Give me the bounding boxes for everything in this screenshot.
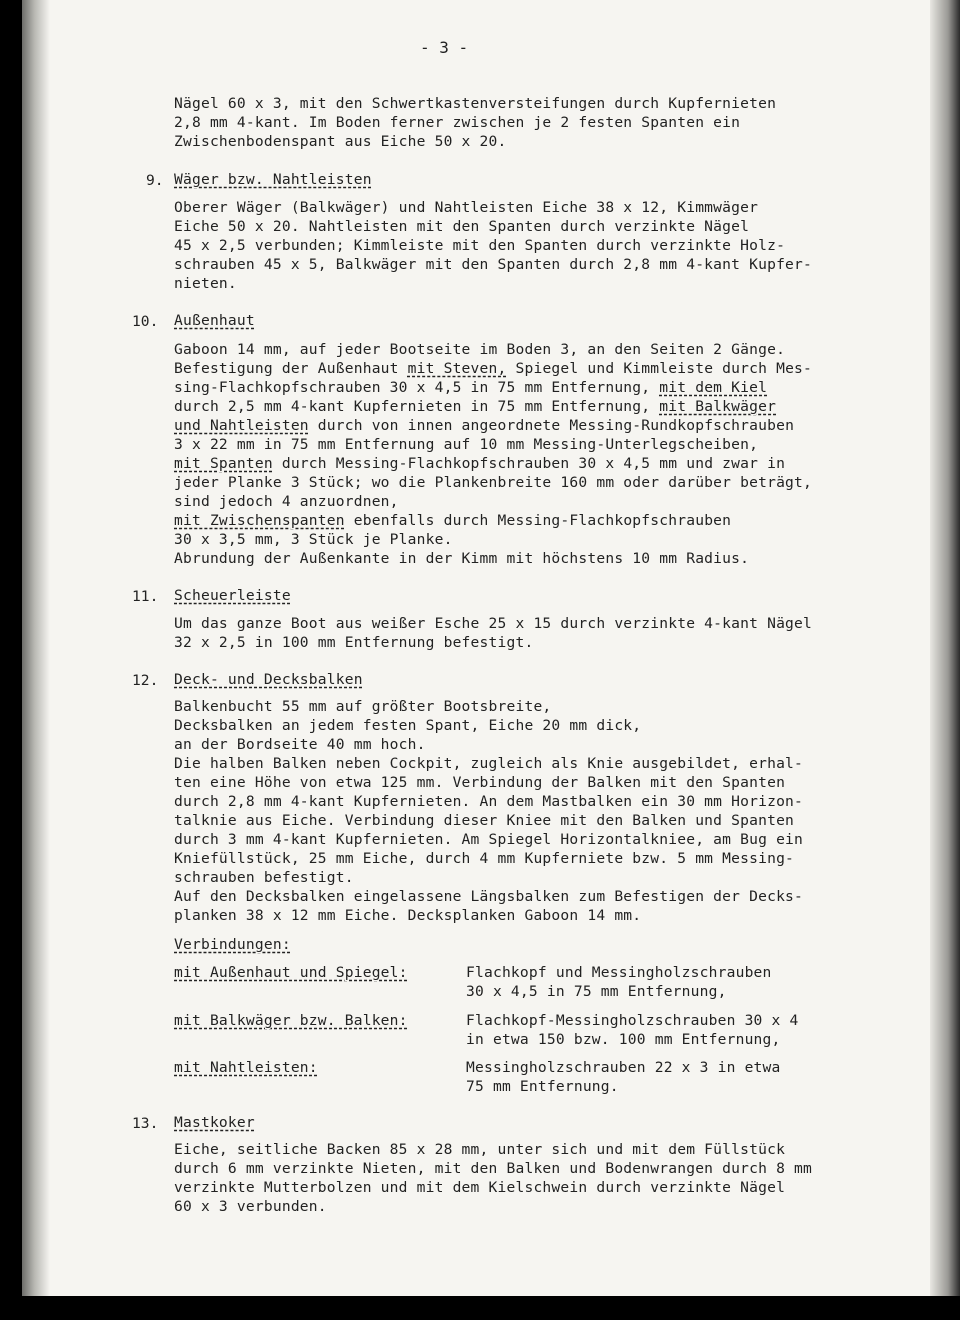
binding-shadow	[22, 0, 50, 1298]
connections-label: Verbindungen:	[174, 936, 291, 953]
intro-line: Zwischenbodenspant aus Eiche 50 x 20.	[174, 133, 507, 150]
connection-detail: Flachkopf-Messingholzschrauben 30 x 4	[466, 1012, 799, 1029]
underlined-term: mit Zwischenspanten	[174, 512, 345, 529]
paragraph-line	[174, 397, 776, 416]
connection-detail: Messingholzschrauben 22 x 3 in etwa	[466, 1059, 781, 1076]
underlined-term: mit Spanten	[174, 455, 273, 472]
section-heading: Deck- und Decksbalken	[174, 671, 363, 688]
section-heading: Scheuerleiste	[174, 587, 291, 604]
underlined-term: mit Steven,	[407, 360, 507, 377]
section-heading: Wäger bzw. Nahtleisten	[174, 171, 372, 188]
connection-label: mit Außenhaut und Spiegel:	[174, 964, 408, 981]
paragraph-line: sind jedoch 4 anzuordnen,	[174, 493, 399, 510]
paragraph-line: durch 6 mm verzinkte Nieten, mit den Balken und Bodenwrangen durch 8 mm	[174, 1160, 813, 1177]
paragraph-line: durch 3 mm 4-kant Kupfernieten. Am Spiegel Horizontalkniee, am Bug ein	[174, 831, 804, 848]
scan-bottom-edge	[0, 1296, 960, 1320]
paragraph-line: ten eine Höhe von etwa 125 mm. Verbindung der Balken mit den Spanten	[174, 774, 786, 791]
intro-line: 2,8 mm 4-kant. Im Boden ferner zwischen je 2 festen Spanten ein	[174, 114, 741, 131]
connection-detail: 75 mm Entfernung.	[466, 1078, 619, 1095]
paragraph-line: nieten.	[174, 275, 237, 292]
section-number: 12.	[132, 672, 159, 689]
text-run: durch von innen angeordnete Messing-Rundkopfschrauben	[308, 417, 795, 434]
intro-line: Nägel 60 x 3, mit den Schwertkastenversteifungen durch Kupfernieten	[174, 95, 777, 112]
page-number: - 3 -	[420, 38, 469, 57]
paragraph-line: Abrundung der Außenkante in der Kimm mit höchstens 10 mm Radius.	[174, 550, 750, 567]
text-run: durch Messing-Flachkopfschrauben 30 x 4,5 mm und zwar in	[272, 455, 786, 472]
paragraph-line: schrauben 45 x 5, Balkwäger mit den Spanten durch 2,8 mm 4-kant Kupfer-	[174, 256, 813, 273]
paragraph-line	[174, 511, 731, 530]
paragraph-line: Oberer Wäger (Balkwäger) und Nahtleisten Eiche 38 x 12, Kimmwäger	[174, 199, 759, 216]
paragraph-line: verzinkte Mutterbolzen und mit dem Kielschwein durch verzinkte Nägel	[174, 1179, 786, 1196]
text-run: Spiegel und Kimmleiste durch Mes-	[506, 360, 813, 377]
text-run: durch 2,5 mm 4-kant Kupfernieten in 75 mm Entfernung,	[174, 398, 660, 415]
paragraph-line: planken 38 x 12 mm Eiche. Decksplanken Gaboon 14 mm.	[174, 907, 642, 924]
paragraph-line: Balkenbucht 55 mm auf größter Bootsbreite,	[174, 698, 552, 715]
paragraph-line: 45 x 2,5 verbunden; Kimmleiste mit den Spanten durch verzinkte Holz-	[174, 237, 786, 254]
underlined-term: mit dem Kiel	[659, 379, 768, 396]
paragraph-line: 30 x 3,5 mm, 3 Stück je Planke.	[174, 531, 453, 548]
paragraph-line: talknie aus Eiche. Verbindung dieser Kniee mit den Balken und Spanten	[174, 812, 795, 829]
connection-detail: Flachkopf und Messingholzschrauben	[466, 964, 772, 981]
section-number: 10.	[132, 313, 159, 330]
section-heading: Außenhaut	[174, 312, 255, 329]
paragraph-line	[174, 359, 812, 378]
underlined-term: mit Balkwäger	[659, 398, 777, 415]
paragraph-line	[174, 378, 767, 397]
paragraph-line: Eiche, seitliche Backen 85 x 28 mm, unter sich und mit dem Füllstück	[174, 1141, 786, 1158]
paragraph-line: Kniefüllstück, 25 mm Eiche, durch 4 mm Kupferniete bzw. 5 mm Messing-	[174, 850, 795, 867]
paragraph-line: 32 x 2,5 in 100 mm Entfernung befestigt.	[174, 634, 534, 651]
paragraph-line	[174, 454, 785, 473]
text-run: ebenfalls durch Messing-Flachkopfschrauben	[344, 512, 732, 529]
underlined-term: und Nahtleisten	[174, 417, 309, 434]
paragraph-line: Decksbalken an jedem festen Spant, Eiche 20 mm dick,	[174, 717, 642, 734]
text-run: sing-Flachkopfschrauben 30 x 4,5 in 75 mm Entfernung,	[174, 379, 660, 396]
paragraph-line: Auf den Decksbalken eingelassene Längsbalken zum Befestigen der Decks-	[174, 888, 804, 905]
text-run: Befestigung der Außenhaut	[174, 360, 408, 377]
paragraph-line: Um das ganze Boot aus weißer Esche 25 x 15 durch verzinkte 4-kant Nägel	[174, 615, 813, 632]
paragraph-line	[174, 416, 794, 435]
section-number: 11.	[132, 588, 159, 605]
section-number: 13.	[132, 1115, 159, 1132]
paragraph-line: an der Bordseite 40 mm hoch.	[174, 736, 426, 753]
paragraph-line: durch 2,8 mm 4-kant Kupfernieten. An dem Mastbalken ein 30 mm Horizon-	[174, 793, 804, 810]
connection-label: mit Nahtleisten:	[174, 1059, 318, 1076]
connection-label: mit Balkwäger bzw. Balken:	[174, 1012, 408, 1029]
page-edge	[930, 0, 960, 1298]
section-number: 9.	[146, 172, 164, 189]
paragraph-line: 60 x 3 verbunden.	[174, 1198, 327, 1215]
paragraph-line: Gaboon 14 mm, auf jeder Bootseite im Boden 3, an den Seiten 2 Gänge.	[174, 341, 786, 358]
paragraph-line: 3 x 22 mm in 75 mm Entfernung auf 10 mm Messing-Unterlegscheiben,	[174, 436, 759, 453]
connection-detail: in etwa 150 bzw. 100 mm Entfernung,	[466, 1031, 781, 1048]
paragraph-line: jeder Planke 3 Stück; wo die Plankenbreite 160 mm oder darüber beträgt,	[174, 474, 813, 491]
section-heading: Mastkoker	[174, 1114, 255, 1131]
paragraph-line: Eiche 50 x 20. Nahtleisten mit den Spanten durch verzinkte Nägel	[174, 218, 750, 235]
connection-detail: 30 x 4,5 in 75 mm Entfernung,	[466, 983, 727, 1000]
paragraph-line: Die halben Balken neben Cockpit, zugleich als Knie ausgebildet, erhal-	[174, 755, 804, 772]
paragraph-line: schrauben befestigt.	[174, 869, 354, 886]
